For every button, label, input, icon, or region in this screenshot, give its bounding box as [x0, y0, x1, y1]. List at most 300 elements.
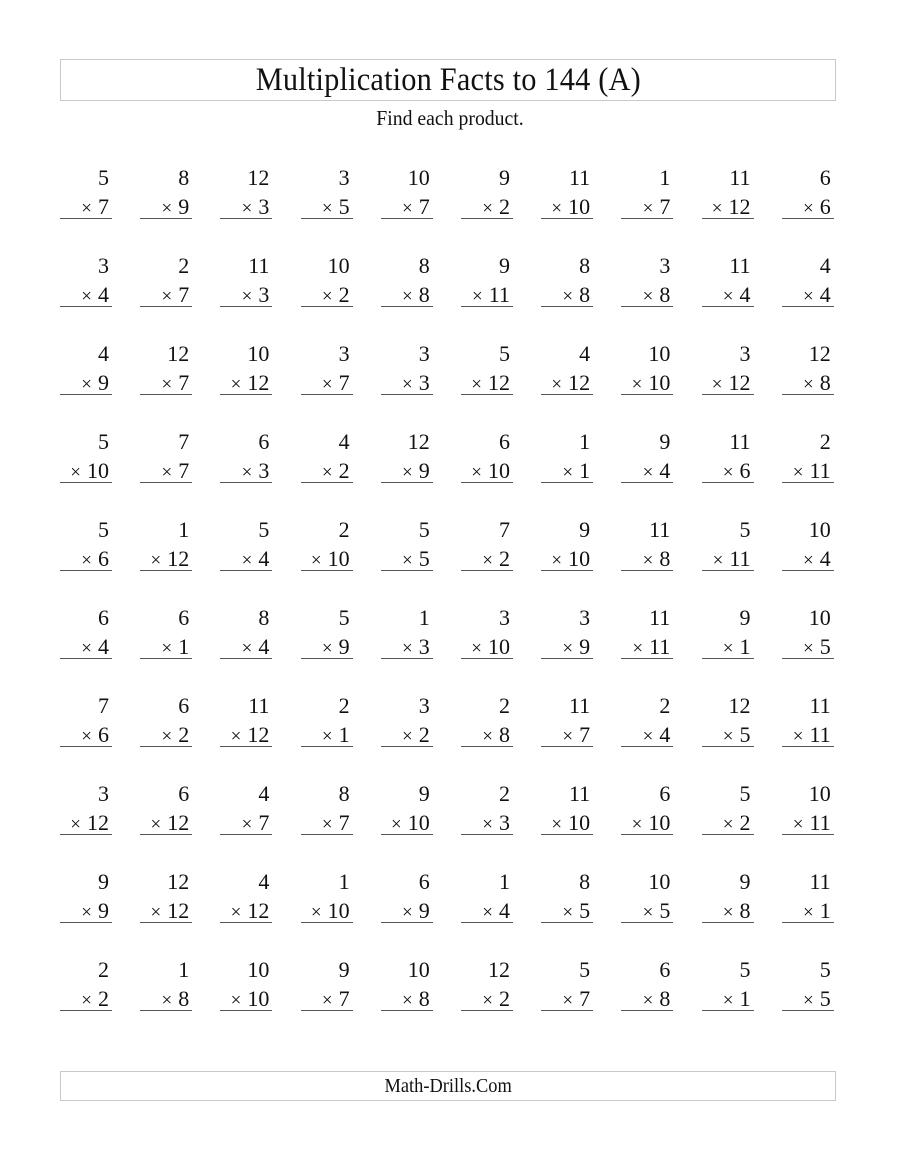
multiplication-problem — [782, 603, 834, 663]
multiplier-line — [793, 460, 831, 482]
multiplier: 1 — [819, 898, 831, 923]
multiplier-line — [562, 724, 590, 746]
multiplier: 5 — [739, 722, 751, 747]
answer-line — [461, 834, 513, 835]
multiplier-line — [402, 988, 430, 1010]
times-sign-icon: × — [562, 286, 574, 307]
answer-line — [381, 746, 433, 747]
answer-line — [140, 658, 192, 659]
multiplication-problem — [140, 867, 192, 927]
answer-line — [60, 570, 112, 571]
answer-line — [461, 218, 513, 219]
answer-line — [381, 834, 433, 835]
multiplication-problem — [220, 339, 272, 399]
multiplicand: 5 — [258, 517, 270, 542]
answer-line — [60, 746, 112, 747]
multiplication-problem — [301, 163, 353, 223]
times-sign-icon: × — [70, 814, 81, 835]
answer-line — [621, 306, 673, 307]
multiplicand: 11 — [248, 693, 270, 718]
multiplicand: 7 — [498, 517, 510, 542]
answer-line — [381, 218, 433, 219]
multiplier-line — [562, 988, 590, 1010]
times-sign-icon: × — [551, 550, 563, 571]
multiplicand: 9 — [739, 605, 751, 630]
multiplication-problem — [381, 251, 433, 311]
multiplier-line — [311, 900, 350, 922]
multiplier-line — [482, 900, 510, 922]
answer-line — [301, 482, 353, 483]
multiplier: 10 — [87, 458, 109, 483]
answer-line — [140, 1010, 192, 1011]
multiplication-problem — [782, 867, 834, 927]
multiplicand: 8 — [418, 253, 430, 278]
multiplication-problem — [461, 955, 513, 1015]
multiplier-line — [551, 372, 590, 394]
multiplier-line — [712, 196, 751, 218]
answer-line — [220, 834, 272, 835]
answer-line — [381, 1010, 433, 1011]
times-sign-icon: × — [642, 902, 654, 923]
multiplication-problem — [621, 163, 673, 223]
multiplier-line — [242, 636, 270, 658]
multiplier-line — [161, 636, 189, 658]
multiplier: 2 — [498, 986, 510, 1011]
multiplier: 11 — [809, 722, 831, 747]
times-sign-icon: × — [81, 726, 92, 747]
multiplier-line — [311, 548, 350, 570]
multiplication-problem — [621, 603, 673, 663]
multiplication-problem — [541, 779, 593, 839]
page-title: Multiplication Facts to 144 (A) — [255, 61, 641, 98]
times-sign-icon: × — [81, 286, 92, 307]
multiplicand: 1 — [579, 429, 591, 454]
multiplier-line — [322, 636, 350, 658]
answer-line — [220, 482, 272, 483]
multiplicand: 2 — [338, 517, 350, 542]
multiplier: 11 — [649, 634, 671, 659]
multiplicand: 3 — [98, 781, 109, 806]
multiplicand: 9 — [659, 429, 671, 454]
multiplier: 12 — [247, 370, 270, 395]
times-sign-icon: × — [402, 638, 413, 659]
multiplication-problem — [60, 867, 112, 927]
times-sign-icon: × — [722, 814, 734, 835]
multiplicand: 11 — [729, 253, 751, 278]
times-sign-icon: × — [551, 814, 563, 835]
multiplicand: 12 — [247, 165, 270, 190]
multiplier: 3 — [258, 194, 270, 219]
times-sign-icon: × — [241, 638, 253, 659]
multiplier-line — [803, 988, 831, 1010]
footer-box — [60, 1071, 836, 1101]
multiplier-line — [402, 900, 430, 922]
times-sign-icon: × — [482, 902, 493, 923]
multiplicand: 11 — [809, 693, 831, 718]
answer-line — [541, 922, 593, 923]
answer-line — [782, 1010, 834, 1011]
times-sign-icon: × — [482, 990, 493, 1011]
times-sign-icon: × — [321, 462, 333, 483]
multiplier: 9 — [338, 634, 350, 659]
multiplier-line — [713, 548, 751, 570]
multiplier-line — [402, 548, 430, 570]
multiplicand: 11 — [729, 429, 751, 454]
multiplicand: 3 — [418, 341, 430, 366]
multiplier-line — [81, 196, 109, 218]
answer-line — [140, 482, 192, 483]
times-sign-icon: × — [482, 198, 493, 219]
answer-line — [381, 658, 433, 659]
multiplication-problem — [541, 955, 593, 1015]
multiplier: 10 — [568, 194, 591, 219]
answer-line — [60, 922, 112, 923]
multiplier-line — [161, 724, 189, 746]
times-sign-icon: × — [551, 198, 563, 219]
answer-line — [782, 922, 834, 923]
multiplier-line — [81, 284, 109, 306]
multiplication-problem — [702, 339, 754, 399]
multiplier-line — [803, 284, 831, 306]
multiplier: 10 — [648, 810, 671, 835]
times-sign-icon: × — [81, 902, 92, 923]
times-sign-icon: × — [391, 814, 402, 835]
answer-line — [541, 218, 593, 219]
multiplicand: 3 — [579, 605, 591, 630]
answer-line — [301, 922, 353, 923]
multiplication-problem — [702, 691, 754, 751]
times-sign-icon: × — [81, 550, 92, 571]
answer-line — [301, 306, 353, 307]
multiplication-problem — [60, 603, 112, 663]
problem-row — [60, 427, 836, 515]
multiplier-line — [70, 812, 109, 834]
multiplier-line — [161, 460, 189, 482]
times-sign-icon: × — [711, 374, 723, 395]
multiplication-problem — [140, 603, 192, 663]
times-sign-icon: × — [482, 550, 493, 571]
multiplier: 4 — [498, 898, 510, 923]
multiplier: 2 — [498, 546, 510, 571]
multiplicand: 8 — [178, 165, 190, 190]
multiplication-problem — [782, 339, 834, 399]
multiplicand: 2 — [98, 957, 109, 982]
multiplier: 7 — [338, 986, 350, 1011]
answer-line — [702, 746, 754, 747]
multiplier-line — [723, 284, 751, 306]
multiplicand: 7 — [98, 693, 109, 718]
times-sign-icon: × — [482, 726, 493, 747]
multiplicand: 1 — [178, 517, 190, 542]
multiplier: 8 — [498, 722, 510, 747]
multiplication-problem — [621, 427, 673, 487]
multiplier-line — [793, 812, 831, 834]
multiplication-problem — [541, 603, 593, 663]
multiplication-problem — [621, 251, 673, 311]
answer-line — [301, 394, 353, 395]
multiplier: 12 — [167, 810, 190, 835]
times-sign-icon: × — [722, 990, 734, 1011]
answer-line — [702, 482, 754, 483]
multiplier-line — [643, 460, 671, 482]
multiplication-problem — [702, 603, 754, 663]
multiplier: 10 — [487, 634, 510, 659]
multiplicand: 12 — [728, 693, 751, 718]
answer-line — [301, 570, 353, 571]
multiplication-problem — [220, 603, 272, 663]
times-sign-icon: × — [471, 374, 482, 395]
multiplicand: 4 — [819, 253, 831, 278]
multiplicand: 12 — [167, 341, 190, 366]
multiplier: 12 — [87, 810, 109, 835]
multiplication-problem — [381, 779, 433, 839]
times-sign-icon: × — [722, 902, 734, 923]
answer-line — [621, 1010, 673, 1011]
answer-line — [140, 218, 192, 219]
multiplier: 6 — [739, 458, 751, 483]
multiplicand: 10 — [407, 165, 430, 190]
multiplication-problem — [381, 603, 433, 663]
answer-line — [301, 834, 353, 835]
multiplicand: 3 — [418, 693, 430, 718]
answer-line — [140, 746, 192, 747]
times-sign-icon: × — [562, 726, 574, 747]
multiplication-problem — [301, 603, 353, 663]
multiplicand: 3 — [659, 253, 671, 278]
answer-line — [60, 1010, 112, 1011]
answer-line — [140, 570, 192, 571]
multiplier: 4 — [98, 634, 109, 659]
multiplication-problem — [301, 427, 353, 487]
answer-line — [60, 394, 112, 395]
multiplier: 5 — [659, 898, 671, 923]
multiplicand: 9 — [418, 781, 430, 806]
multiplication-problem — [60, 251, 112, 311]
times-sign-icon: × — [241, 198, 253, 219]
multiplication-problem — [140, 955, 192, 1015]
times-sign-icon: × — [642, 286, 654, 307]
multiplier: 11 — [809, 458, 831, 483]
multiplier: 5 — [579, 898, 591, 923]
multiplication-problem — [782, 515, 834, 575]
times-sign-icon: × — [321, 198, 333, 219]
multiplier: 7 — [178, 370, 190, 395]
multiplier: 8 — [739, 898, 751, 923]
multiplication-problem — [621, 339, 673, 399]
answer-line — [782, 306, 834, 307]
multiplier: 5 — [418, 546, 430, 571]
multiplication-problem — [140, 163, 192, 223]
multiplicand: 4 — [258, 781, 270, 806]
multiplicand: 1 — [659, 165, 671, 190]
answer-line — [541, 834, 593, 835]
multiplication-problem — [461, 867, 513, 927]
multiplier-line — [322, 724, 350, 746]
answer-line — [541, 570, 593, 571]
multiplicand: 11 — [248, 253, 270, 278]
multiplicand: 10 — [407, 957, 430, 982]
answer-line — [541, 394, 593, 395]
multiplication-problem — [301, 515, 353, 575]
multiplier: 11 — [488, 282, 510, 307]
multiplier-line — [81, 988, 109, 1010]
answer-line — [621, 922, 673, 923]
multiplicand: 11 — [568, 781, 591, 806]
multiplicand: 3 — [338, 165, 350, 190]
times-sign-icon: × — [321, 638, 333, 659]
multiplier: 6 — [98, 722, 109, 747]
multiplier: 7 — [178, 282, 190, 307]
answer-line — [461, 482, 513, 483]
multiplier-line — [643, 988, 671, 1010]
multiplicand: 2 — [338, 693, 350, 718]
answer-line — [301, 746, 353, 747]
multiplication-problem — [301, 251, 353, 311]
multiplication-problem — [220, 163, 272, 223]
multiplication-problem — [301, 691, 353, 751]
multiplier: 4 — [258, 634, 270, 659]
multiplicand: 2 — [178, 253, 190, 278]
times-sign-icon: × — [802, 198, 814, 219]
answer-line — [140, 922, 192, 923]
answer-line — [782, 394, 834, 395]
multiplication-problem — [60, 339, 112, 399]
answer-line — [381, 570, 433, 571]
multiplicand: 10 — [648, 869, 671, 894]
multiplicand: 5 — [739, 957, 751, 982]
times-sign-icon: × — [402, 462, 413, 483]
multiplier-line — [803, 372, 831, 394]
multiplier-line — [231, 988, 270, 1010]
times-sign-icon: × — [161, 462, 173, 483]
multiplier: 7 — [579, 986, 591, 1011]
times-sign-icon: × — [161, 638, 173, 659]
multiplier-line — [161, 372, 189, 394]
multiplier: 2 — [418, 722, 430, 747]
times-sign-icon: × — [161, 286, 173, 307]
multiplication-problem — [621, 867, 673, 927]
multiplier-line — [723, 724, 751, 746]
answer-line — [541, 658, 593, 659]
multiplication-problem — [782, 427, 834, 487]
multiplier-line — [81, 724, 109, 746]
multiplier-line — [242, 196, 270, 218]
multiplier-line — [242, 812, 270, 834]
multiplicand: 11 — [809, 869, 831, 894]
answer-line — [702, 922, 754, 923]
multiplier-line — [803, 636, 831, 658]
multiplication-problem — [702, 955, 754, 1015]
multiplication-problem — [220, 427, 272, 487]
answer-line — [702, 570, 754, 571]
multiplication-problem — [782, 163, 834, 223]
multiplicand: 8 — [258, 605, 270, 630]
multiplication-problem — [381, 427, 433, 487]
answer-line — [220, 658, 272, 659]
multiplicand: 10 — [808, 605, 831, 630]
multiplier: 3 — [418, 370, 430, 395]
answer-line — [782, 570, 834, 571]
multiplicand: 12 — [167, 869, 190, 894]
multiplication-problem — [60, 955, 112, 1015]
multiplier-line — [161, 196, 189, 218]
multiplicand: 4 — [258, 869, 270, 894]
answer-line — [702, 834, 754, 835]
multiplier: 1 — [178, 634, 190, 659]
multiplier: 2 — [98, 986, 109, 1011]
multiplier: 2 — [739, 810, 751, 835]
multiplicand: 6 — [98, 605, 109, 630]
multiplication-problem — [541, 339, 593, 399]
times-sign-icon: × — [482, 814, 493, 835]
multiplier-line — [482, 812, 510, 834]
multiplicand: 5 — [338, 605, 350, 630]
answer-line — [140, 394, 192, 395]
multiplicand: 5 — [498, 341, 510, 366]
answer-line — [782, 834, 834, 835]
multiplier: 9 — [178, 194, 190, 219]
times-sign-icon: × — [81, 990, 92, 1011]
times-sign-icon: × — [241, 462, 253, 483]
times-sign-icon: × — [161, 198, 173, 219]
multiplication-problem — [140, 515, 192, 575]
times-sign-icon: × — [161, 374, 173, 395]
multiplier-line — [391, 812, 430, 834]
answer-line — [60, 482, 112, 483]
multiplier-line — [322, 460, 350, 482]
multiplication-problem — [702, 515, 754, 575]
times-sign-icon: × — [70, 462, 81, 483]
answer-line — [220, 1010, 272, 1011]
times-sign-icon: × — [722, 462, 734, 483]
multiplier: 4 — [819, 282, 831, 307]
times-sign-icon: × — [161, 726, 173, 747]
multiplier-line — [482, 196, 510, 218]
answer-line — [702, 1010, 754, 1011]
multiplier: 8 — [659, 986, 671, 1011]
multiplier-line — [551, 196, 590, 218]
multiplicand: 3 — [338, 341, 350, 366]
answer-line — [461, 658, 513, 659]
multiplier: 10 — [247, 986, 270, 1011]
times-sign-icon: × — [472, 286, 483, 307]
multiplication-problem — [621, 955, 673, 1015]
times-sign-icon: × — [150, 902, 162, 923]
multiplier-line — [803, 548, 831, 570]
multiplier-line — [81, 636, 109, 658]
multiplier: 8 — [178, 986, 190, 1011]
multiplier-line — [231, 900, 270, 922]
multiplication-problem — [220, 867, 272, 927]
multiplicand: 2 — [498, 781, 510, 806]
answer-line — [60, 658, 112, 659]
times-sign-icon: × — [81, 198, 92, 219]
multiplier-line — [242, 460, 270, 482]
multiplier-line — [402, 284, 430, 306]
multiplicand: 12 — [407, 429, 430, 454]
answer-line — [140, 306, 192, 307]
times-sign-icon: × — [562, 902, 574, 923]
multiplier-line — [402, 636, 430, 658]
multiplier: 7 — [98, 194, 109, 219]
multiplication-problem — [60, 427, 112, 487]
multiplier-line — [482, 548, 510, 570]
multiplicand: 8 — [338, 781, 350, 806]
multiplier: 12 — [247, 722, 270, 747]
multiplication-problem — [541, 427, 593, 487]
multiplication-problem — [140, 691, 192, 751]
multiplication-problem — [782, 251, 834, 311]
